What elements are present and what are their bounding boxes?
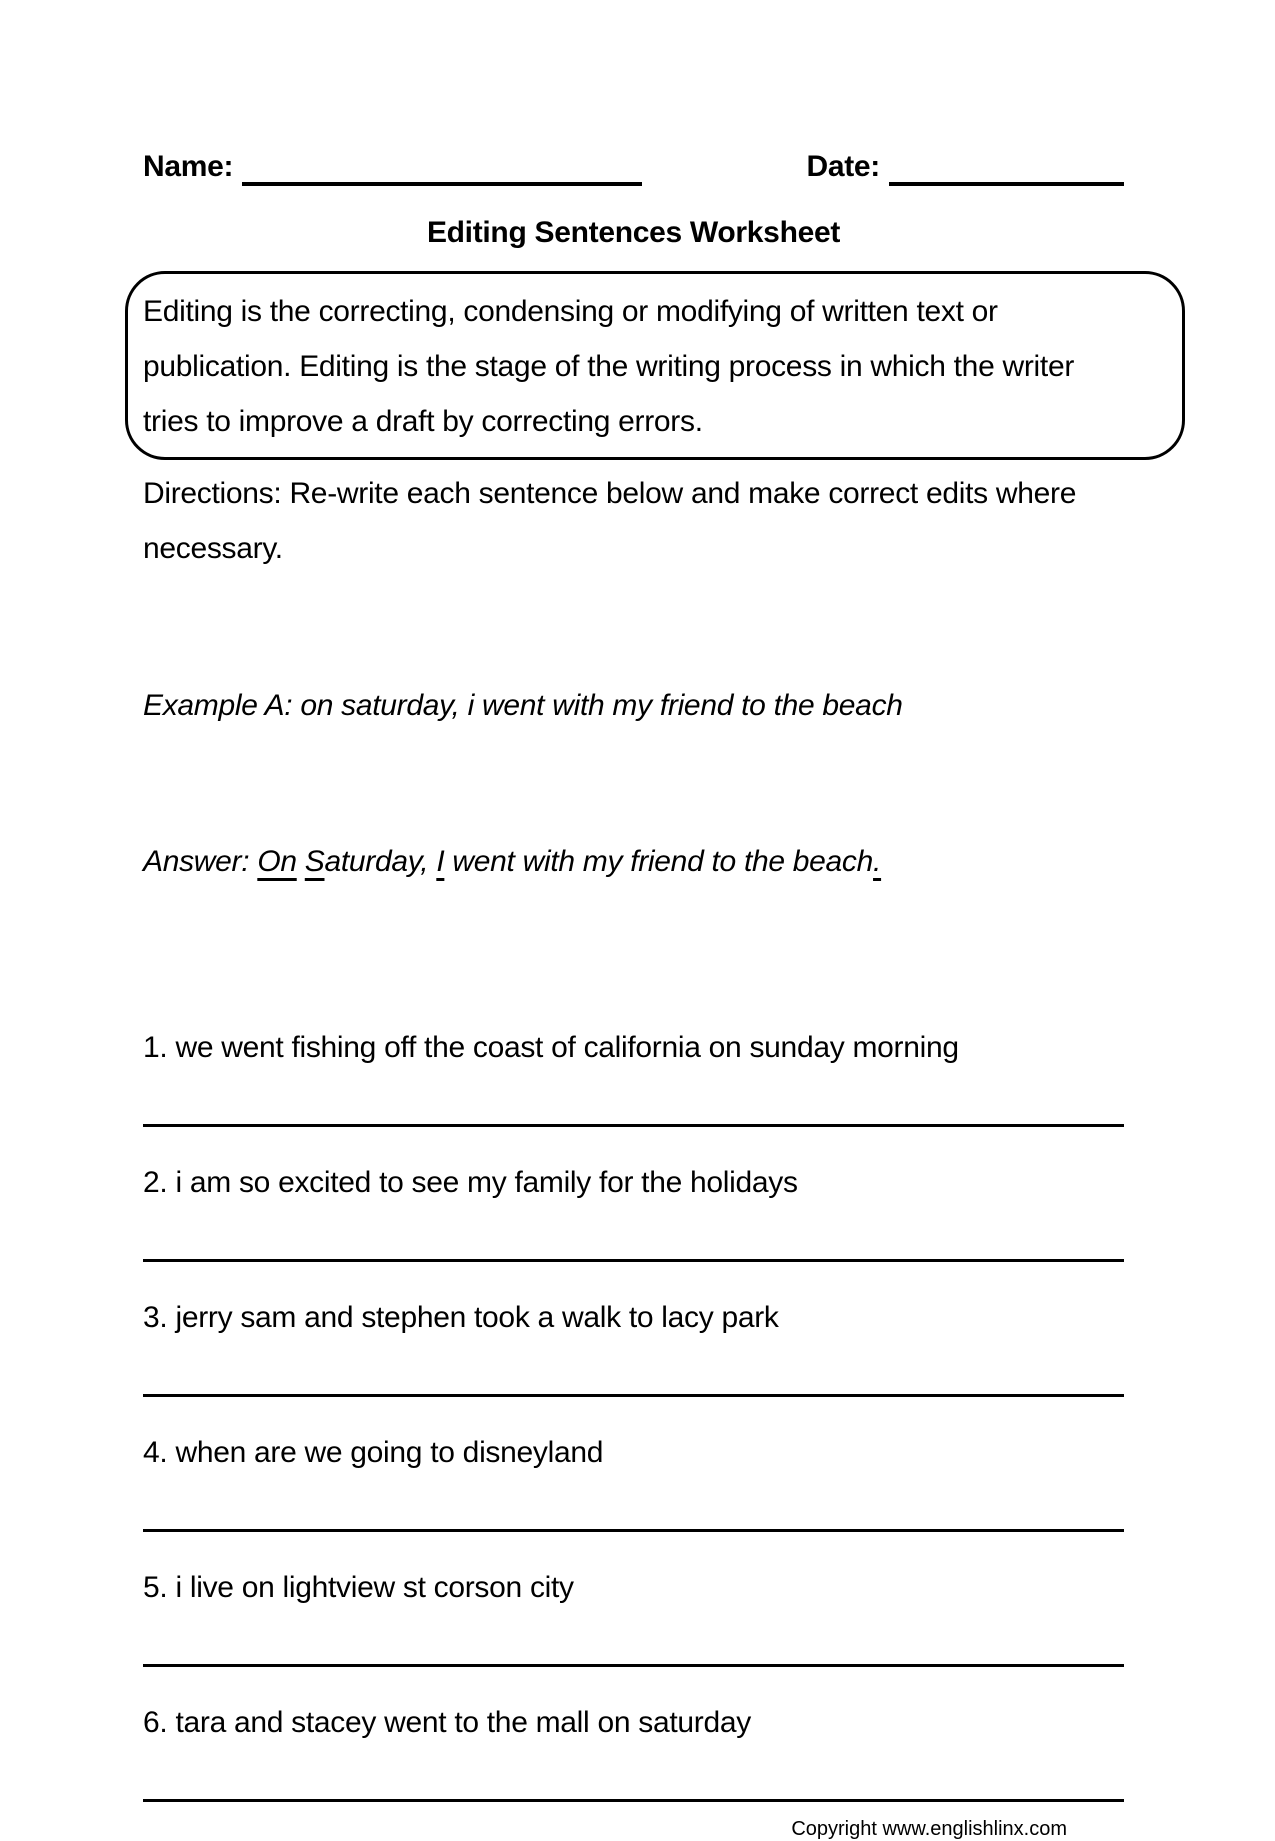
answer-part-underlined: I [436,845,445,878]
sentence-item-3 [143,1300,1124,1397]
answer-write-line-3[interactable] [143,1394,1124,1397]
answer-part-underlined: On [257,845,297,878]
answer-part: went with my friend to the beach [444,845,874,878]
directions-line: Directions: Re-write each sentence below and make correct edits where [143,477,1077,510]
sentence-text: 3. jerry sam and stephen took a walk to lacy park [143,1301,779,1334]
sentence-text: 5. i live on lightview st corson city [143,1571,574,1604]
answer-part: aturday, [324,845,437,878]
sentence-item-2 [143,1165,1124,1262]
answer-part-underlined: S [304,845,325,878]
answer-part-underlined: . [873,845,882,878]
definition-line: Editing is the correcting, condensing or modifying of written text or [143,295,998,328]
sentence-text: 2. i am so excited to see my family for the holidays [143,1166,798,1199]
date-label: Date: [806,150,880,183]
definition-box [125,271,1185,460]
sentence-item-5 [143,1570,1124,1667]
answer-part [297,845,305,878]
definition-line: publication. Editing is the stage of the writing process in which the writer [143,350,1075,383]
sentence-item-1 [143,1030,1124,1127]
sentence-text: 1. we went fishing off the coast of california on sunday morning [143,1031,959,1064]
example-prompt: Example A: on saturday, i went with my friend to the beach [143,689,903,722]
sentence-text: 4. when are we going to disneyland [143,1436,604,1469]
answer-write-line-2[interactable] [143,1259,1124,1262]
date-blank-field[interactable] [889,148,1124,186]
name-label: Name: [143,150,234,183]
page-title: Editing Sentences Worksheet [426,216,841,249]
definition-line: tries to improve a draft by correcting errors. [143,405,703,438]
example-block [143,576,1124,992]
sentence-item-4 [143,1435,1124,1532]
answer-part: Answer: [143,845,258,878]
answer-write-line-4[interactable] [143,1529,1124,1532]
header-row [143,148,1124,186]
copyright-notice: Copyright www.englishlinx.com [791,1818,1067,1840]
answer-write-line-1[interactable] [143,1124,1124,1127]
answer-write-line-6[interactable] [143,1799,1124,1802]
sentence-item-6 [143,1705,1124,1802]
example-answer [143,836,1124,888]
sentence-text: 6. tara and stacey went to the mall on saturday [143,1706,751,1739]
directions [143,466,1124,576]
answer-write-line-5[interactable] [143,1664,1124,1667]
directions-line: necessary. [143,532,283,565]
name-blank-field[interactable] [242,148,642,186]
